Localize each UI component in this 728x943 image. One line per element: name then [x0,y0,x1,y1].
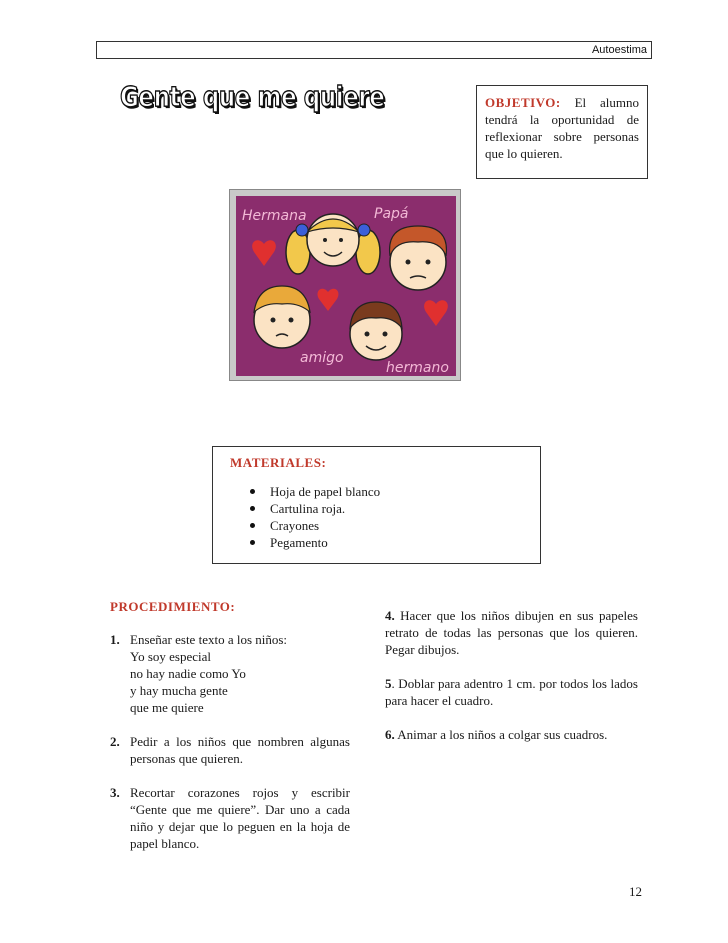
header-section: Autoestima [591,44,647,56]
step-text: Recortar corazones rojos y escribir “Gente que me quiere”. Dar uno a cada niño y dejar que lo peguen en la hoja de papel blanco. [130,785,350,851]
materials-box [212,446,541,564]
step-number: 1. [110,632,120,647]
step-number: 5 [385,676,392,691]
step-text: Hacer que los niños dibujen en sus papeles retrato de todas las personas que los quieren. Pegar dibujos. [385,608,638,657]
procedure-left-column [110,631,350,869]
label-amigo: amigo [300,350,344,366]
poem-line: que me quiere [130,700,204,715]
page-number: 12 [629,884,642,899]
step-text: Enseñar este texto a los niños: [130,632,288,647]
poem-line: Yo soy especial [130,649,212,664]
friend-face-icon [254,286,310,348]
step-text: Pedir a los niños que nombren algunas personas que quieren. [130,734,350,766]
materials-item: Hoja de papel blanco [250,483,540,500]
step-number: 3. [110,785,120,800]
procedure-step-4 [385,607,638,658]
materials-item: Cartulina roja. [250,500,540,517]
objective-text: El alumno tendrá la oportunidad de reflexionar sobre personas que lo quieren. [485,95,639,161]
poem-line: no hay nadie como Yo [130,666,246,681]
page-title: Gente que me quiere [120,80,385,113]
procedure-title: PROCEDIMIENTO: [110,599,236,614]
procedure-step-2 [110,733,350,767]
procedure-right-column [385,607,638,760]
procedure-step-3 [110,784,350,852]
label-papa: Papá [374,206,409,222]
dad-face-icon [390,226,447,290]
step-text: Animar a los niños a colgar sus cuadros. [397,727,608,742]
procedure-step-5 [385,675,638,709]
step-number: 6. [385,727,395,742]
procedure-step-1 [110,631,350,716]
step-number: 2. [110,734,120,749]
illustration-canvas [236,196,456,376]
objective-box [476,85,648,179]
poem-line: y hay mucha gente [130,683,228,698]
procedure-step-6 [385,726,638,743]
brother-face-icon [350,302,402,360]
materials-list [230,483,540,551]
label-hermana: Hermana [242,208,307,224]
step-text: . Doblar para adentro 1 cm. por todos los lados para hacer el cuadro. [385,676,638,708]
objective-label: OBJETIVO: [485,95,561,110]
header-box [96,41,652,59]
family-illustration [229,189,461,381]
materials-item: Pegamento [250,534,540,551]
materials-title: MATERIALES: [230,455,327,470]
materials-item: Crayones [250,517,540,534]
label-hermano: hermano [386,360,449,376]
step-number: 4. [385,608,395,623]
